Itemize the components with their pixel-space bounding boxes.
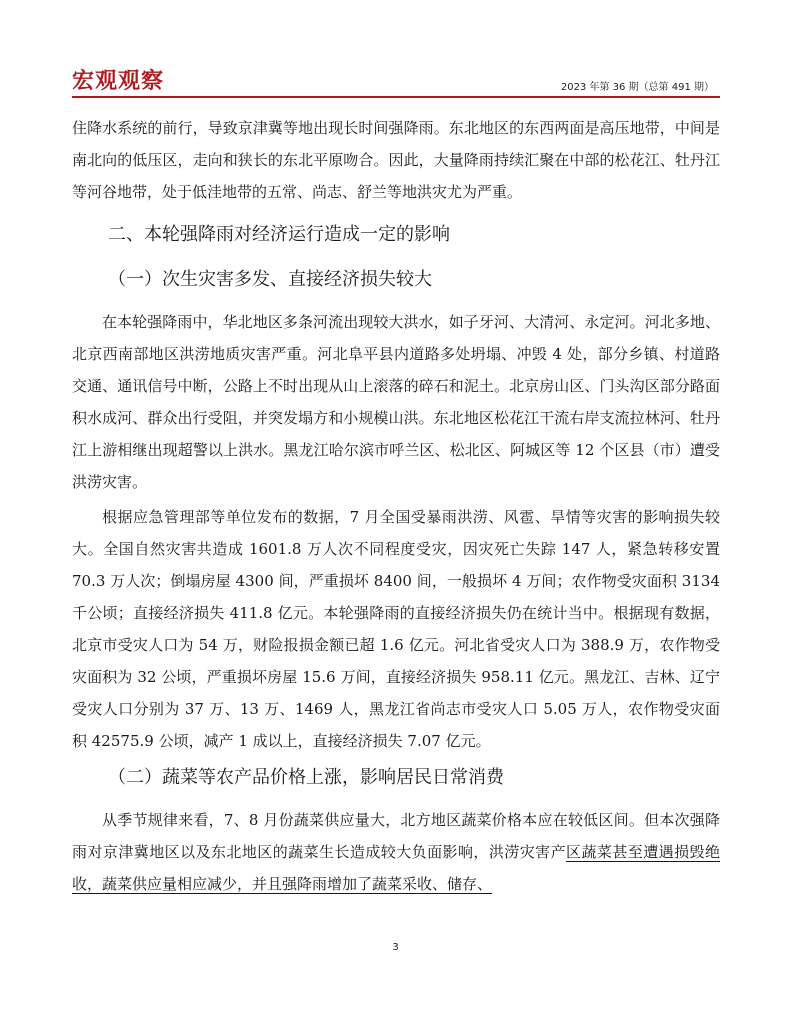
paragraph: 根据应急管理部等单位发布的数据，7 月全国受暴雨洪涝、风雹、旱情等灾害的影响损失较大。全国自然灾害共造成 1601.8 万人次不同程度受灾，因灾死亡失踪 147 人，紧急转移安置 70.3 万人次；倒塌房屋 4300 间，严重损坏 8400 间，一般损坏 4 万间；农作物受灾面积 3134 千公顷；直接经济损失 411.8 亿元。本轮强降雨的直接经济损失仍在统计当中。根据现有数据，北京市受灾人口为 54 万，财险报损金额已超 1.6 亿元。河北省受灾人口为 388.9 万，农作物受灾面积为 32 公顷，严重损坏房屋 15.6 万间，直接经济损失 958.11 亿元。黑龙江、吉林、辽宁受灾人口分别为 37 万、13 万、1469 人，黑龙江省尚志市受灾人口 5.05 万人，农作物受灾面积 42575.9 公顷，减产 1 成以上，直接经济损失 7.07 亿元。: [72, 508, 720, 750]
paragraph-text: 从季节规律来看，7、8 月份蔬菜供应量大，北方地区蔬菜价格本应在较低区间。但本次强降雨对京津冀地区以及东北地区的蔬菜生长造成较大负面影响，洪涝灾害产: [72, 811, 720, 861]
paragraph: [72, 804, 720, 900]
paragraph: 在本轮强降雨中，华北地区多条河流出现较大洪水，如子牙河、大清河、永定河。河北多地、北京西南部地区洪涝地质灾害严重。河北阜平县内道路多处坍塌、冲毁 4 处，部分乡镇、村道路交通、通讯信号中断，公路上不时出现从山上滚落的碎石和泥土。北京房山区、门头沟区部分路面积水成河、群众出行受阻，并突发塌方和小规模山洪。东北地区松花江干流右岸支流拉林河、牡丹江上游相继出现超警以上洪水。黑龙江哈尔滨市呼兰区、松北区、阿城区等 12 个区县（市）遭受洪涝灾害。: [72, 313, 720, 491]
publication-title: 宏观观察: [72, 69, 165, 94]
underlined-text: 区蔬菜甚至遭遇损毁绝收，蔬菜供应量相应减少，并且强降雨增加了蔬菜采收、储存、: [72, 843, 720, 893]
issue-number: 2023 年第 36 期（总第 491 期）: [560, 82, 714, 93]
subsection-heading: （一）次生灾害多发、直接经济损失较大: [108, 269, 432, 290]
article-body: [72, 112, 720, 903]
paragraph: 住降水系统的前行，导致京津冀等地出现长时间强降雨。东北地区的东西两面是高压地带，中间是南北向的低压区，走向和狭长的东北平原吻合。因此，大量降雨持续汇聚在中部的松花江、牡丹江等河谷地带，处于低洼地带的五常、尚志、舒兰等地洪灾尤为严重。: [72, 119, 720, 201]
subsection-heading: （二）蔬菜等农产品价格上涨，影响居民日常消费: [108, 767, 504, 788]
page-number: 3: [392, 942, 399, 953]
page-header: [72, 64, 720, 98]
section-heading: 二、本轮强降雨对经济运行造成一定的影响: [108, 224, 450, 245]
header-divider: [72, 96, 720, 98]
